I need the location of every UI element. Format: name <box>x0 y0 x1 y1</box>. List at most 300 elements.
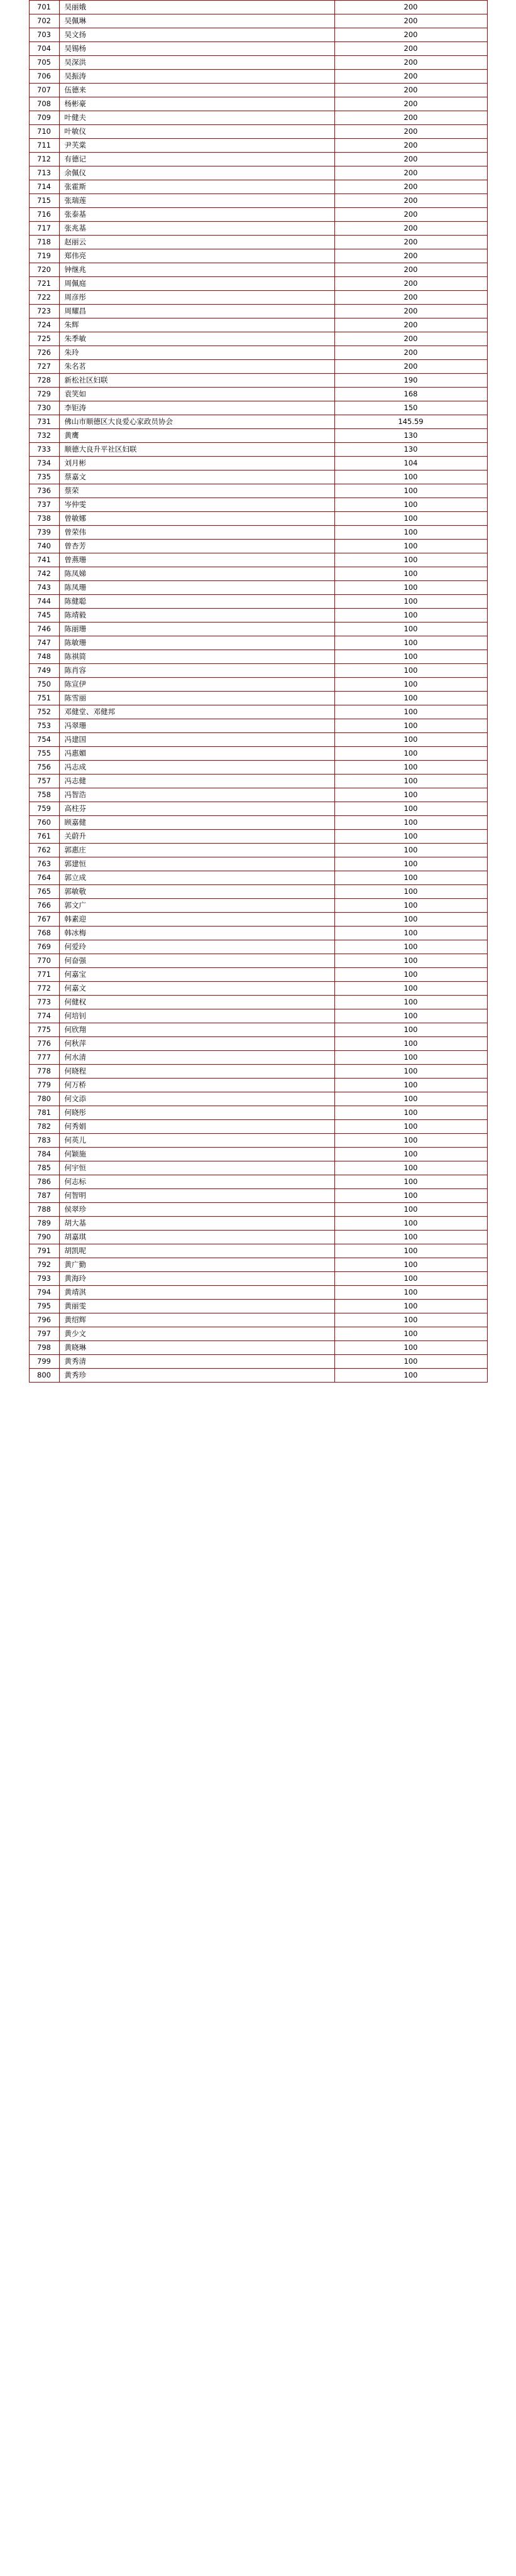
cell-name: 郑伟亮 <box>59 249 334 263</box>
cell-amount: 100 <box>334 1244 487 1258</box>
cell-name: 朱玲 <box>59 346 334 360</box>
cell-amount: 100 <box>334 1065 487 1079</box>
cell-amount: 100 <box>334 705 487 719</box>
cell-amount: 100 <box>334 622 487 636</box>
cell-amount: 100 <box>334 1300 487 1313</box>
cell-amount: 100 <box>334 1327 487 1341</box>
cell-name: 李钜涛 <box>59 401 334 415</box>
cell-name: 黄绍辉 <box>59 1313 334 1327</box>
cell-rank: 714 <box>29 180 59 194</box>
table-row <box>29 927 487 940</box>
cell-name: 张兆基 <box>59 222 334 236</box>
cell-rank: 785 <box>29 1161 59 1175</box>
cell-rank: 744 <box>29 595 59 609</box>
cell-amount: 200 <box>334 318 487 332</box>
table-row <box>29 802 487 816</box>
cell-rank: 703 <box>29 28 59 42</box>
table-row <box>29 1120 487 1134</box>
cell-name: 韩冰梅 <box>59 927 334 940</box>
cell-amount: 200 <box>334 249 487 263</box>
cell-name: 何爱玲 <box>59 940 334 954</box>
cell-rank: 743 <box>29 581 59 595</box>
table-row <box>29 512 487 526</box>
cell-rank: 734 <box>29 457 59 470</box>
table-row <box>29 816 487 830</box>
cell-name: 叶敏仪 <box>59 125 334 139</box>
cell-rank: 765 <box>29 885 59 899</box>
table-row <box>29 1286 487 1300</box>
table-row <box>29 1217 487 1231</box>
cell-amount: 100 <box>334 885 487 899</box>
cell-rank: 736 <box>29 484 59 498</box>
cell-amount: 100 <box>334 940 487 954</box>
cell-rank: 779 <box>29 1079 59 1092</box>
cell-amount: 200 <box>334 97 487 111</box>
cell-rank: 748 <box>29 650 59 664</box>
cell-name: 蔡嘉文 <box>59 470 334 484</box>
cell-name: 胡嘉琪 <box>59 1231 334 1244</box>
cell-rank: 721 <box>29 277 59 291</box>
cell-amount: 130 <box>334 429 487 443</box>
cell-amount: 100 <box>334 553 487 567</box>
cell-name: 何晓彤 <box>59 1106 334 1120</box>
table-row <box>29 622 487 636</box>
cell-rank: 780 <box>29 1092 59 1106</box>
table-row <box>29 1258 487 1272</box>
table-row <box>29 982 487 996</box>
cell-amount: 100 <box>334 581 487 595</box>
cell-name: 朱季敏 <box>59 332 334 346</box>
table-row <box>29 153 487 166</box>
cell-amount: 100 <box>334 857 487 871</box>
cell-amount: 100 <box>334 692 487 705</box>
table-row <box>29 747 487 761</box>
table-row <box>29 1 487 14</box>
cell-amount: 200 <box>334 360 487 374</box>
table-row <box>29 609 487 622</box>
table-row <box>29 1369 487 1383</box>
cell-amount: 100 <box>334 526 487 540</box>
cell-name: 伍德来 <box>59 84 334 97</box>
table-row <box>29 954 487 968</box>
cell-name: 陈宣伊 <box>59 678 334 692</box>
cell-amount: 200 <box>334 42 487 56</box>
cell-name: 黄少文 <box>59 1327 334 1341</box>
cell-amount: 100 <box>334 761 487 774</box>
table-row <box>29 388 487 401</box>
cell-rank: 798 <box>29 1341 59 1355</box>
cell-amount: 145.59 <box>334 415 487 429</box>
cell-name: 郭建恒 <box>59 857 334 871</box>
cell-name: 曾荣伟 <box>59 526 334 540</box>
table-row <box>29 111 487 125</box>
cell-name: 陈丽珊 <box>59 622 334 636</box>
table-row <box>29 692 487 705</box>
cell-rank: 781 <box>29 1106 59 1120</box>
table-row <box>29 705 487 719</box>
table-row <box>29 871 487 885</box>
cell-rank: 720 <box>29 263 59 277</box>
cell-rank: 731 <box>29 415 59 429</box>
cell-amount: 100 <box>334 1258 487 1272</box>
cell-name: 陈祺简 <box>59 650 334 664</box>
table-row <box>29 1300 487 1313</box>
cell-name: 曾杏芳 <box>59 540 334 553</box>
cell-amount: 100 <box>334 1051 487 1065</box>
cell-amount: 200 <box>334 222 487 236</box>
table-row <box>29 1023 487 1037</box>
cell-rank: 704 <box>29 42 59 56</box>
table-row <box>29 1175 487 1189</box>
table-row <box>29 857 487 871</box>
cell-amount: 200 <box>334 194 487 208</box>
cell-rank: 745 <box>29 609 59 622</box>
cell-rank: 795 <box>29 1300 59 1313</box>
table-row <box>29 56 487 70</box>
cell-rank: 767 <box>29 913 59 927</box>
cell-name: 吴文扬 <box>59 28 334 42</box>
table-row <box>29 166 487 180</box>
cell-rank: 771 <box>29 968 59 982</box>
cell-amount: 100 <box>334 1092 487 1106</box>
cell-amount: 200 <box>334 14 487 28</box>
cell-name: 陈肖容 <box>59 664 334 678</box>
cell-rank: 761 <box>29 830 59 844</box>
cell-rank: 747 <box>29 636 59 650</box>
table-row <box>29 360 487 374</box>
cell-amount: 100 <box>334 788 487 802</box>
cell-amount: 100 <box>334 1231 487 1244</box>
cell-amount: 100 <box>334 1079 487 1092</box>
table-row <box>29 788 487 802</box>
cell-amount: 100 <box>334 1313 487 1327</box>
table-row <box>29 885 487 899</box>
table-row <box>29 498 487 512</box>
cell-name: 新松社区妇联 <box>59 374 334 388</box>
cell-name: 朱名茗 <box>59 360 334 374</box>
cell-rank: 733 <box>29 443 59 457</box>
table-row <box>29 1231 487 1244</box>
cell-name: 邓健堂、邓健邦 <box>59 705 334 719</box>
cell-amount: 100 <box>334 1355 487 1369</box>
table-row <box>29 761 487 774</box>
cell-rank: 752 <box>29 705 59 719</box>
cell-rank: 723 <box>29 305 59 318</box>
cell-name: 胡凯呢 <box>59 1244 334 1258</box>
cell-amount: 190 <box>334 374 487 388</box>
cell-amount: 130 <box>334 443 487 457</box>
cell-name: 黄鹰 <box>59 429 334 443</box>
table-row <box>29 443 487 457</box>
cell-rank: 797 <box>29 1327 59 1341</box>
cell-amount: 200 <box>334 125 487 139</box>
cell-name: 胡大基 <box>59 1217 334 1231</box>
table-row <box>29 1327 487 1341</box>
cell-rank: 760 <box>29 816 59 830</box>
cell-name: 岑仲雯 <box>59 498 334 512</box>
cell-rank: 796 <box>29 1313 59 1327</box>
table-row <box>29 208 487 222</box>
cell-rank: 782 <box>29 1120 59 1134</box>
cell-amount: 200 <box>334 166 487 180</box>
cell-amount: 100 <box>334 1175 487 1189</box>
cell-rank: 792 <box>29 1258 59 1272</box>
cell-name: 朱辉 <box>59 318 334 332</box>
cell-amount: 100 <box>334 871 487 885</box>
table-row <box>29 28 487 42</box>
cell-rank: 755 <box>29 747 59 761</box>
table-row <box>29 581 487 595</box>
cell-rank: 732 <box>29 429 59 443</box>
cell-amount: 200 <box>334 346 487 360</box>
cell-rank: 753 <box>29 719 59 733</box>
cell-name: 余佩仪 <box>59 166 334 180</box>
cell-amount: 100 <box>334 982 487 996</box>
cell-name: 陈雪丽 <box>59 692 334 705</box>
cell-rank: 788 <box>29 1203 59 1217</box>
cell-name: 陈凤珊 <box>59 581 334 595</box>
cell-amount: 100 <box>334 664 487 678</box>
cell-name: 关蔚升 <box>59 830 334 844</box>
cell-rank: 705 <box>29 56 59 70</box>
cell-name: 黄广勤 <box>59 1258 334 1272</box>
cell-rank: 786 <box>29 1175 59 1189</box>
cell-amount: 100 <box>334 968 487 982</box>
cell-name: 周耀昌 <box>59 305 334 318</box>
cell-amount: 100 <box>334 1203 487 1217</box>
cell-amount: 100 <box>334 678 487 692</box>
cell-name: 周佩庭 <box>59 277 334 291</box>
cell-rank: 763 <box>29 857 59 871</box>
cell-name: 黄秀清 <box>59 1355 334 1369</box>
cell-name: 佛山市顺德区大良爱心家政员协会 <box>59 415 334 429</box>
table-row <box>29 1079 487 1092</box>
cell-name: 张霍斯 <box>59 180 334 194</box>
cell-amount: 100 <box>334 567 487 581</box>
cell-amount: 200 <box>334 153 487 166</box>
table-row <box>29 1313 487 1327</box>
cell-rank: 706 <box>29 70 59 84</box>
cell-amount: 150 <box>334 401 487 415</box>
cell-rank: 772 <box>29 982 59 996</box>
cell-amount: 100 <box>334 913 487 927</box>
table-row <box>29 415 487 429</box>
cell-rank: 758 <box>29 788 59 802</box>
table-row <box>29 913 487 927</box>
cell-rank: 701 <box>29 1 59 14</box>
cell-name: 何颖施 <box>59 1148 334 1161</box>
cell-name: 叶健夫 <box>59 111 334 125</box>
table-row <box>29 222 487 236</box>
table-row <box>29 70 487 84</box>
cell-rank: 728 <box>29 374 59 388</box>
cell-amount: 100 <box>334 1161 487 1175</box>
cell-name: 何健权 <box>59 996 334 1009</box>
cell-name: 何奋强 <box>59 954 334 968</box>
table-row <box>29 719 487 733</box>
table-row <box>29 125 487 139</box>
cell-amount: 200 <box>334 263 487 277</box>
table-row <box>29 374 487 388</box>
cell-rank: 709 <box>29 111 59 125</box>
cell-amount: 100 <box>334 954 487 968</box>
cell-name: 陈健聪 <box>59 595 334 609</box>
cell-name: 何培钊 <box>59 1009 334 1023</box>
cell-amount: 100 <box>334 650 487 664</box>
table-row <box>29 346 487 360</box>
table-row <box>29 1106 487 1120</box>
cell-name: 赵丽云 <box>59 236 334 249</box>
cell-amount: 100 <box>334 1148 487 1161</box>
cell-rank: 768 <box>29 927 59 940</box>
cell-name: 曾敏娜 <box>59 512 334 526</box>
table-row <box>29 332 487 346</box>
table-row <box>29 1037 487 1051</box>
cell-amount: 200 <box>334 84 487 97</box>
cell-rank: 742 <box>29 567 59 581</box>
cell-name: 张泰基 <box>59 208 334 222</box>
cell-name: 高柱芬 <box>59 802 334 816</box>
table-row <box>29 678 487 692</box>
cell-amount: 100 <box>334 512 487 526</box>
cell-rank: 778 <box>29 1065 59 1079</box>
cell-rank: 711 <box>29 139 59 153</box>
cell-name: 何文添 <box>59 1092 334 1106</box>
cell-amount: 100 <box>334 830 487 844</box>
cell-rank: 713 <box>29 166 59 180</box>
cell-name: 冯翠珊 <box>59 719 334 733</box>
table-row <box>29 484 487 498</box>
cell-name: 郭立成 <box>59 871 334 885</box>
table-row <box>29 277 487 291</box>
cell-rank: 764 <box>29 871 59 885</box>
cell-amount: 100 <box>334 1286 487 1300</box>
cell-rank: 718 <box>29 236 59 249</box>
cell-name: 吴丽娥 <box>59 1 334 14</box>
cell-amount: 100 <box>334 1189 487 1203</box>
cell-amount: 100 <box>334 802 487 816</box>
cell-rank: 735 <box>29 470 59 484</box>
table-row <box>29 553 487 567</box>
table-row <box>29 899 487 913</box>
cell-rank: 773 <box>29 996 59 1009</box>
cell-name: 黄丽雯 <box>59 1300 334 1313</box>
table-row <box>29 249 487 263</box>
cell-rank: 724 <box>29 318 59 332</box>
table-row <box>29 42 487 56</box>
cell-rank: 746 <box>29 622 59 636</box>
cell-amount: 100 <box>334 1009 487 1023</box>
cell-amount: 168 <box>334 388 487 401</box>
table-row <box>29 774 487 788</box>
cell-amount: 100 <box>334 996 487 1009</box>
cell-amount: 200 <box>334 208 487 222</box>
table-row <box>29 650 487 664</box>
cell-rank: 750 <box>29 678 59 692</box>
cell-rank: 717 <box>29 222 59 236</box>
cell-rank: 737 <box>29 498 59 512</box>
cell-rank: 762 <box>29 844 59 857</box>
cell-rank: 738 <box>29 512 59 526</box>
cell-name: 尹芙棠 <box>59 139 334 153</box>
cell-rank: 769 <box>29 940 59 954</box>
cell-amount: 100 <box>334 1217 487 1231</box>
cell-name: 杨彬豪 <box>59 97 334 111</box>
table-row <box>29 968 487 982</box>
cell-name: 陈敏珊 <box>59 636 334 650</box>
cell-amount: 100 <box>334 595 487 609</box>
cell-name: 冯惠媚 <box>59 747 334 761</box>
cell-name: 何晓程 <box>59 1065 334 1079</box>
cell-rank: 751 <box>29 692 59 705</box>
cell-rank: 739 <box>29 526 59 540</box>
table-row <box>29 733 487 747</box>
cell-amount: 100 <box>334 733 487 747</box>
cell-amount: 100 <box>334 498 487 512</box>
cell-rank: 774 <box>29 1009 59 1023</box>
table-row <box>29 567 487 581</box>
cell-rank: 725 <box>29 332 59 346</box>
cell-name: 吴振涛 <box>59 70 334 84</box>
cell-name: 黄海玲 <box>59 1272 334 1286</box>
cell-amount: 200 <box>334 70 487 84</box>
cell-name: 张瑞莲 <box>59 194 334 208</box>
cell-rank: 800 <box>29 1369 59 1383</box>
cell-amount: 100 <box>334 470 487 484</box>
cell-name: 黄晓琳 <box>59 1341 334 1355</box>
cell-amount: 100 <box>334 927 487 940</box>
cell-rank: 708 <box>29 97 59 111</box>
cell-amount: 200 <box>334 180 487 194</box>
table-row <box>29 194 487 208</box>
cell-name: 陈凤娣 <box>59 567 334 581</box>
table-row <box>29 1161 487 1175</box>
table-row <box>29 1065 487 1079</box>
cell-name: 黄秀珍 <box>59 1369 334 1383</box>
cell-rank: 741 <box>29 553 59 567</box>
cell-rank: 777 <box>29 1051 59 1065</box>
cell-rank: 784 <box>29 1148 59 1161</box>
cell-amount: 200 <box>334 332 487 346</box>
table-row <box>29 139 487 153</box>
cell-amount: 100 <box>334 1023 487 1037</box>
cell-amount: 200 <box>334 56 487 70</box>
table-row <box>29 595 487 609</box>
cell-name: 郭惠庄 <box>59 844 334 857</box>
cell-name: 曾燕珊 <box>59 553 334 567</box>
cell-name: 陈靖毅 <box>59 609 334 622</box>
cell-rank: 716 <box>29 208 59 222</box>
cell-amount: 100 <box>334 1120 487 1134</box>
cell-rank: 712 <box>29 153 59 166</box>
cell-name: 黄靖淇 <box>59 1286 334 1300</box>
table-row <box>29 830 487 844</box>
table-row <box>29 318 487 332</box>
table-row <box>29 636 487 650</box>
cell-rank: 730 <box>29 401 59 415</box>
cell-name: 何宇恒 <box>59 1161 334 1175</box>
cell-rank: 722 <box>29 291 59 305</box>
cell-name: 何嘉文 <box>59 982 334 996</box>
cell-rank: 757 <box>29 774 59 788</box>
cell-rank: 729 <box>29 388 59 401</box>
cell-name: 冯智浩 <box>59 788 334 802</box>
table-row <box>29 305 487 318</box>
cell-name: 侯翠珍 <box>59 1203 334 1217</box>
cell-name: 冯志健 <box>59 774 334 788</box>
cell-amount: 100 <box>334 540 487 553</box>
cell-name: 顾嘉健 <box>59 816 334 830</box>
